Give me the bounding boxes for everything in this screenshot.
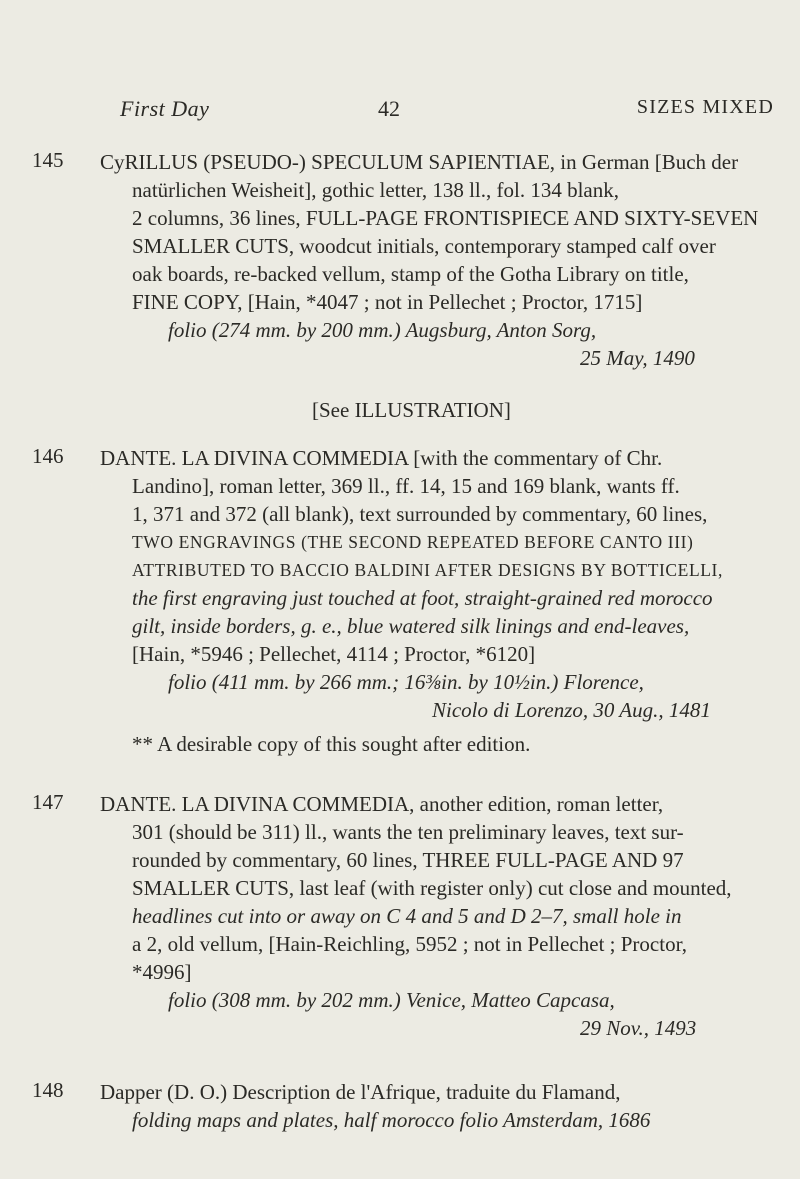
lot-number: 148 bbox=[32, 1078, 64, 1102]
lot-line: folding maps and plates, half morocco folio Amsterdam, 1686 bbox=[132, 1108, 651, 1132]
lot-line: rounded by commentary, 60 lines, THREE FULL-PAGE AND 97 bbox=[132, 848, 684, 872]
lot-number: 146 bbox=[32, 444, 64, 468]
lot-line: 301 (should be 311) ll., wants the ten preliminary leaves, text sur- bbox=[132, 820, 684, 844]
lot-line: headlines cut into or away on C 4 and 5 and D 2–7, small hole in bbox=[132, 904, 682, 928]
lot-line: a 2, old vellum, [Hain-Reichling, 5952 ; not in Pellechet ; Proctor, bbox=[132, 932, 687, 956]
lot-line: 1, 371 and 372 (all blank), text surrounded by commentary, 60 lines, bbox=[132, 502, 708, 526]
running-head-right: SIZES MIXED bbox=[636, 96, 774, 118]
lot-imprint: folio (308 mm. by 202 mm.) Venice, Matteo Capcasa, bbox=[168, 988, 615, 1012]
lot-line: SMALLER CUTS, last leaf (with register only) cut close and mounted, bbox=[132, 876, 732, 900]
lot-number: 147 bbox=[32, 790, 64, 814]
lot-heading: DANTE. LA DIVINA COMMEDIA [with the commentary of Chr. bbox=[100, 446, 663, 470]
lot-heading: CyRILLUS (PSEUDO-) SPECULUM SAPIENTIAE, in German [Buch der bbox=[100, 150, 739, 174]
lot-line: oak boards, re-backed vellum, stamp of the Gotha Library on title, bbox=[132, 262, 689, 286]
lot-line: *4996] bbox=[132, 960, 192, 984]
lot-note: ** A desirable copy of this sought after edition. bbox=[132, 732, 531, 756]
lot-heading: Dapper (D. O.) Description de l'Afrique, traduite du Flamand, bbox=[100, 1080, 621, 1104]
lot-heading: DANTE. LA DIVINA COMMEDIA, another edition, roman letter, bbox=[100, 792, 664, 816]
lot-line: 2 columns, 36 lines, FULL-PAGE FRONTISPIECE AND SIXTY-SEVEN bbox=[132, 206, 759, 230]
lot-number: 145 bbox=[32, 148, 64, 172]
lot-imprint: folio (274 mm. by 200 mm.) Augsburg, Anton Sorg, bbox=[168, 318, 597, 342]
lot-note: [See ILLUSTRATION] bbox=[312, 398, 511, 422]
lot-date: 25 May, 1490 bbox=[580, 346, 695, 370]
lot-line: TWO ENGRAVINGS (THE SECOND REPEATED BEFORE CANTO III) bbox=[132, 532, 694, 552]
lot-line: Landino], roman letter, 369 ll., ff. 14, 15 and 169 blank, wants ff. bbox=[132, 474, 680, 498]
lot-date: Nicolo di Lorenzo, 30 Aug., 1481 bbox=[432, 698, 711, 722]
page-number: 42 bbox=[378, 96, 400, 121]
lot-line: gilt, inside borders, g. e., blue watered silk linings and end-leaves, bbox=[132, 614, 690, 638]
lot-line: natürlichen Weisheit], gothic letter, 138 ll., fol. 134 blank, bbox=[132, 178, 619, 202]
lot-imprint: folio (411 mm. by 266 mm.; 16⅜in. by 10½in.) Florence, bbox=[168, 670, 644, 694]
running-head-left: First Day bbox=[120, 96, 210, 121]
lot-line: FINE COPY, [Hain, *4047 ; not in Pellechet ; Proctor, 1715] bbox=[132, 290, 643, 314]
lot-line: SMALLER CUTS, woodcut initials, contemporary stamped calf over bbox=[132, 234, 716, 258]
lot-line: the first engraving just touched at foot, straight-grained red morocco bbox=[132, 586, 713, 610]
lot-line: ATTRIBUTED TO BACCIO BALDINI AFTER DESIGNS BY BOTTICELLI, bbox=[132, 560, 723, 580]
lot-date: 29 Nov., 1493 bbox=[580, 1016, 697, 1040]
lot-line: [Hain, *5946 ; Pellechet, 4114 ; Proctor, *6120] bbox=[132, 642, 536, 666]
